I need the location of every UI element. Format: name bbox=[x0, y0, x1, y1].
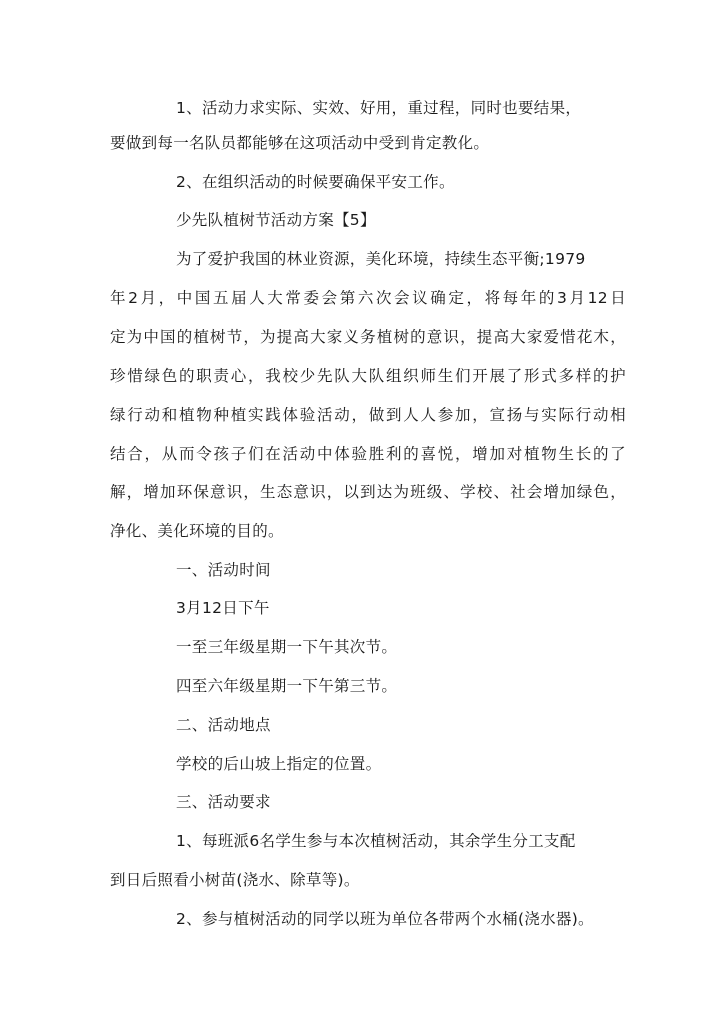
paragraph-line: 净化、美化环境的目的。 bbox=[110, 522, 284, 540]
paragraph-line: 3月12日下午 bbox=[176, 599, 270, 617]
paragraph-line: 2、参与植树活动的同学以班为单位各带两个水桶(浇水器)。 bbox=[176, 910, 594, 928]
paragraph-line: 珍惜绿色的职责心，我校少先队大队组织师生们开展了形式多样的护 bbox=[110, 367, 626, 385]
paragraph-line: 1、每班派6名学生参与本次植树活动，其余学生分工支配 bbox=[176, 832, 576, 850]
paragraph-line: 要做到每一名队员都能够在这项活动中受到肯定教化。 bbox=[110, 134, 490, 152]
section-heading: 少先队植树节活动方案【5】 bbox=[176, 211, 376, 229]
paragraph-line: 为了爱护我国的林业资源，美化环境，持续生态平衡;1979 bbox=[176, 250, 586, 268]
paragraph-line: 解，增加环保意识，生态意识，以到达为班级、学校、社会增加绿色， bbox=[110, 483, 626, 501]
paragraph-line: 一至三年级星期一下午其次节。 bbox=[176, 638, 398, 656]
section-heading: 一、活动时间 bbox=[176, 561, 271, 579]
paragraph-line: 到日后照看小树苗(浇水、除草等)。 bbox=[110, 871, 360, 889]
paragraph-line: 结合，从而令孩子们在活动中体验胜利的喜悦，增加对植物生长的了 bbox=[110, 445, 626, 463]
paragraph-line: 四至六年级星期一下午第三节。 bbox=[176, 677, 398, 695]
section-heading: 三、活动要求 bbox=[176, 793, 271, 811]
paragraph-line: 年2月，中国五届人大常委会第六次会议确定，将每年的3月12日 bbox=[110, 289, 626, 307]
paragraph-line: 定为中国的植树节，为提高大家义务植树的意识，提高大家爱惜花木， bbox=[110, 328, 626, 346]
paragraph-line: 学校的后山坡上指定的位置。 bbox=[176, 755, 382, 773]
paragraph-line: 2、在组织活动的时候要确保平安工作。 bbox=[176, 173, 455, 191]
paragraph-line: 绿行动和植物种植实践体验活动，做到人人参加，宣扬与实际行动相 bbox=[110, 406, 626, 424]
section-heading: 二、活动地点 bbox=[176, 716, 271, 734]
paragraph-line: 1、活动力求实际、实效、好用，重过程，同时也要结果， bbox=[176, 99, 582, 117]
